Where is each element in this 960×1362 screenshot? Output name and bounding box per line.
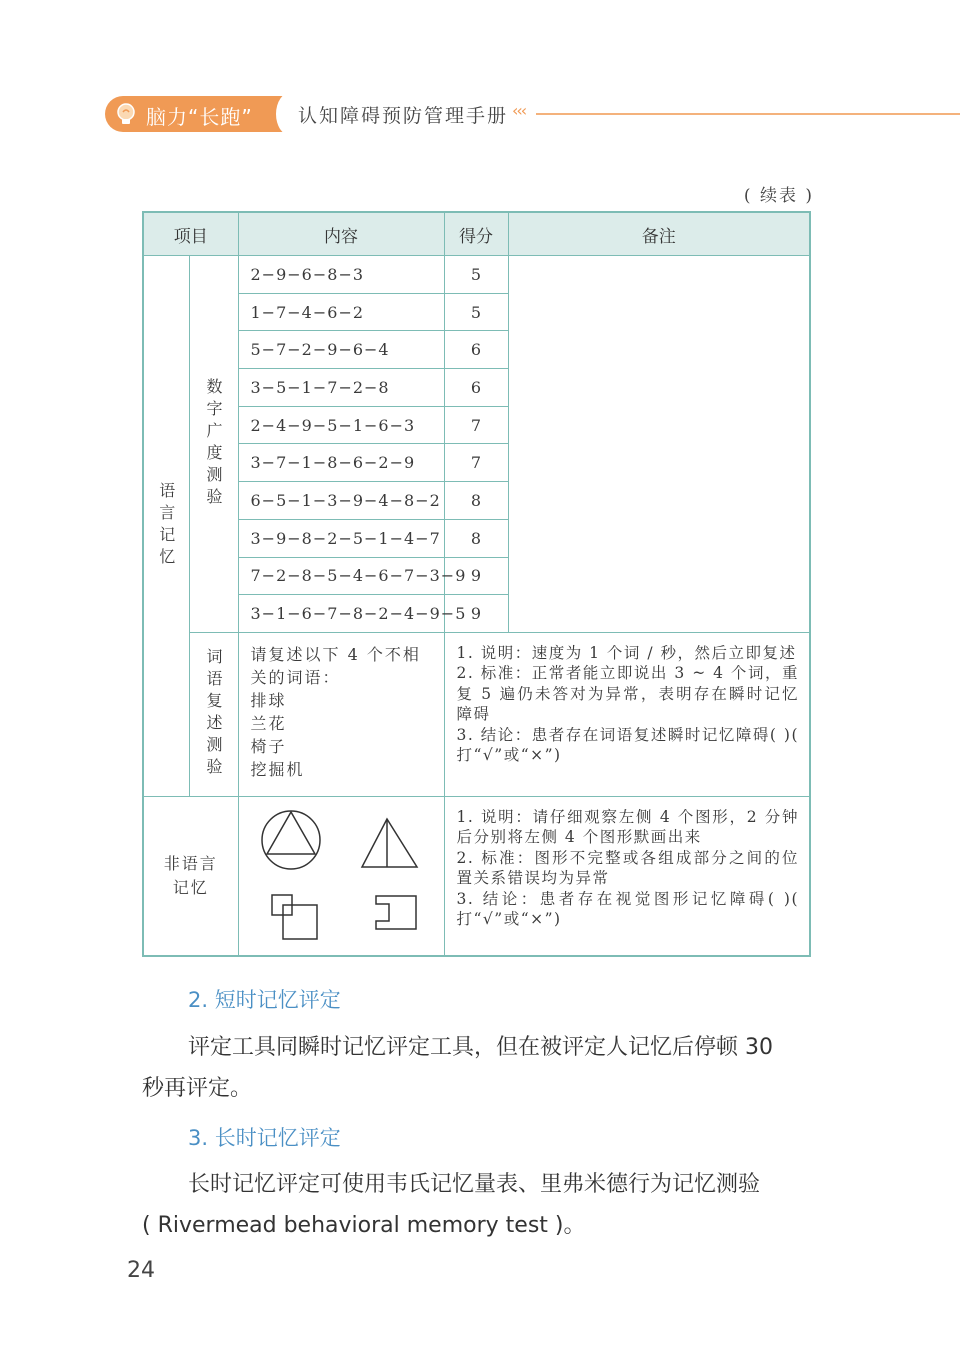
word-repeat-label: 词语复述测验 [204,648,223,781]
digit-notes-empty [508,256,810,633]
digit-score: 8 [444,519,508,557]
section-title-short-term: 2. 短时记忆评定 [188,988,341,1012]
memory-assessment-table [142,211,811,957]
digit-span-cell [189,256,238,633]
digit-score: 6 [444,369,508,407]
digit-sequence: 2−4−9−5−1−6−3 [238,406,444,444]
digit-sequence: 2−9−6−8−3 [238,256,444,294]
digit-sequence: 3−5−1−7−2−8 [238,369,444,407]
word-item: 椅子 [250,736,287,756]
word-item: 兰花 [250,713,287,733]
split-triangle-figure [362,819,417,867]
header-score: 得分 [444,212,508,256]
section2-paragraph [142,1027,810,1109]
lightbulb-icon [112,100,140,128]
table-row [143,632,810,796]
digit-score: 9 [444,595,508,633]
digit-score: 7 [444,406,508,444]
digit-sequence: 7−2−8−5−4−6−7−3−9 [238,557,444,595]
header-rule [536,113,960,115]
word-repeat-cell [189,632,238,796]
digit-sequence: 1−7−4−6−2 [238,293,444,331]
circle-triangle-figure [262,811,320,869]
section-title-long-term: 3. 长时记忆评定 [188,1126,341,1150]
digit-score: 6 [444,331,508,369]
digit-sequence: 3−7−1−8−6−2−9 [238,444,444,482]
note-line: 1. 说明：速度为 1 个词 / 秒，然后立即复述 [456,643,797,662]
verbal-memory-label: 语言记忆 [156,481,176,570]
digit-score: 8 [444,482,508,520]
verbal-memory-cell [143,256,189,797]
digit-sequence: 5−7−2−9−6−4 [238,331,444,369]
nonverbal-label-line: 记忆 [172,877,209,897]
digit-sequence: 3−9−8−2−5−1−4−7 [238,519,444,557]
digit-score: 9 [444,557,508,595]
notched-rectangle-figure [376,896,416,929]
table-row [143,256,810,294]
page-number: 24 [127,1258,155,1283]
table-header-row [143,212,810,256]
paragraph-line: 长时记忆评定可使用韦氏记忆量表、里弗米德行为记忆测验 [188,1172,761,1197]
nonverbal-memory-cell [143,796,238,956]
shape-figures-cell [238,796,444,956]
word-list-cell [238,632,444,796]
header-item: 项目 [143,212,238,256]
note-line: 3. 结论：患者存在词语复述瞬时记忆障碍( )( 打“√”或“×”) [456,725,799,765]
note-line: 2. 标准：图形不完整或各组成部分之间的位置关系错误均为异常 [456,848,799,888]
nonverbal-notes [444,796,810,956]
header-notes: 备注 [508,212,810,256]
digit-sequence: 6−5−1−3−9−4−8−2 [238,482,444,520]
digit-sequence: 3−1−6−7−8−2−4−9−5 [238,595,444,633]
word-repeat-notes [444,632,810,796]
word-item: 排球 [250,690,287,710]
note-line: 1. 说明：请仔细观察左侧 4 个图形，2 分钟后分别将左侧 4 个图形默画出来 [456,807,799,847]
section3-paragraph [142,1164,810,1246]
header-content: 内容 [238,212,444,256]
word-item: 挖掘机 [250,759,305,779]
digit-score: 7 [444,444,508,482]
paragraph-line: 评定工具同瞬时记忆评定工具，但在被评定人记忆后停顿 30 [188,1035,773,1060]
note-line: 3. 结论：患者存在视觉图形记忆障碍( )( 打“√”或“×”) [456,889,799,929]
table-continued-label: ( 续表 ) [743,186,814,206]
paragraph-line: ( Rivermead behavioral memory test )。 [142,1213,586,1238]
digit-score: 5 [444,256,508,294]
page-header [0,0,960,160]
digit-span-label: 数字广度测验 [204,377,223,510]
note-line: 2. 标准：正常者能立即说出 3 ~ 4 个词，重复 5 遍仍未答对为异常，表明存在瞬时记忆障碍 [456,664,799,724]
chevrons-icon: ‹‹‹ [512,101,526,120]
digit-score: 5 [444,293,508,331]
nonverbal-label-line: 非语言 [163,853,218,873]
brand-title: 脑力“长跑” [146,105,253,129]
memory-figures [239,797,445,951]
overlapping-squares-figure [272,895,317,939]
paragraph-line: 秒再评定。 [142,1076,253,1101]
table-row [143,796,810,956]
word-instruction: 请复述以下 4 个不相关的词语： [250,644,421,687]
book-subtitle: 认知障碍预防管理手册 [298,105,509,127]
